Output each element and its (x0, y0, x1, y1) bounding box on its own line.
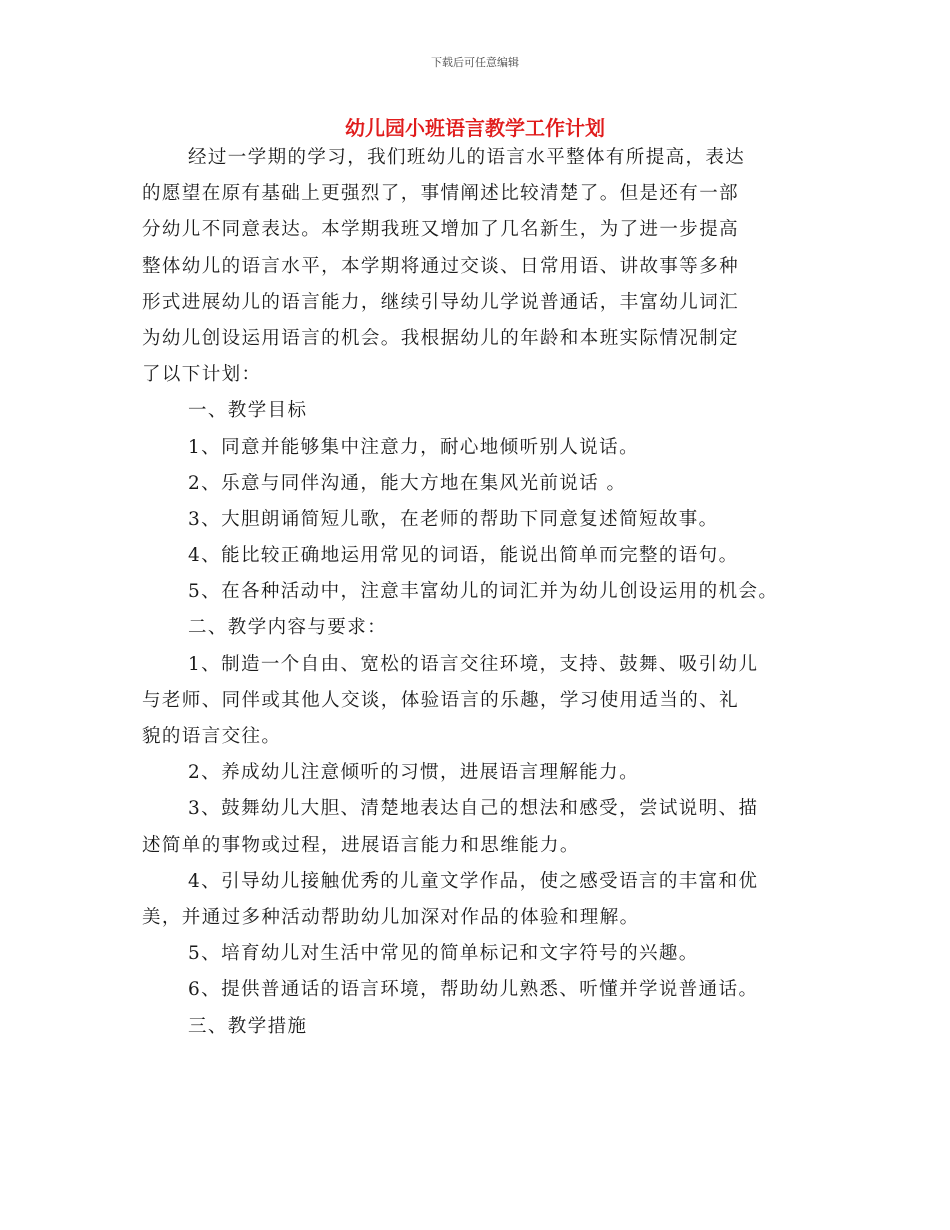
document-body (142, 140, 822, 1045)
text-line: 三、教学措施 (188, 1015, 308, 1037)
text-line: 2、养成幼儿注意倾听的习惯，进展语言理解能力。 (188, 762, 639, 784)
text-line: 1、同意并能够集中注意力，耐心地倾听别人说话。 (188, 436, 639, 458)
text-line: 3、鼓舞幼儿大胆、清楚地表达自己的想法和感受，尝试说明、描 (188, 798, 759, 820)
text-line: 貌的语言交往。 (142, 726, 282, 747)
text-line: 3、大胆朗诵简短儿歌，在老师的帮助下同意复述简短故事。 (188, 508, 719, 530)
text-line: 经过一学期的学习，我们班幼儿的语言水平整体有所提高，表达 (188, 147, 746, 168)
page-header-note: 下载后可任意编辑 (431, 56, 519, 69)
text-line: 2、乐意与同伴沟通，能大方地在集风光前说话 。 (188, 472, 627, 494)
text-line: 二、教学内容与要求： (188, 617, 388, 639)
text-line: 与老师、同伴或其他人交谈，体验语言的乐趣，学习使用适当的、礼 (142, 689, 740, 711)
text-line: 为幼儿创设运用语言的机会。我根据幼儿的年龄和本班实际情况制定 (142, 327, 740, 349)
text-line: 6、提供普通话的语言环境，帮助幼儿熟悉、听懂并学说普通话。 (188, 979, 759, 1001)
text-line: 分幼儿不同意表达。本学期我班又增加了几名新生，为了进一步提高 (142, 219, 740, 241)
text-line: 4、能比较正确地运用常见的词语，能说出简单而完整的语句。 (188, 545, 739, 567)
text-line: 了以下计划： (142, 364, 262, 386)
text-line: 一、教学目标 (188, 400, 308, 422)
text-line: 5、培育幼儿对生活中常见的简单标记和文字符号的兴趣。 (188, 943, 699, 965)
text-line: 5、在各种活动中，注意丰富幼儿的词汇并为幼儿创设运用的机会。 (188, 581, 779, 603)
text-line: 4、引导幼儿接触优秀的儿童文学作品，使之感受语言的丰富和优 (188, 870, 759, 892)
text-line: 形式进展幼儿的语言能力，继续引导幼儿学说普通话，丰富幼儿词汇 (142, 291, 740, 313)
text-line: 述简单的事物或过程，进展语言能力和思维能力。 (142, 834, 580, 856)
text-line: 1、制造一个自由、宽松的语言交往环境，支持、鼓舞、吸引幼儿 (188, 653, 759, 675)
document-title: 幼儿园小班语言教学工作计划 (345, 116, 605, 140)
text-line: 整体幼儿的语言水平，本学期将通过交谈、日常用语、讲故事等多种 (142, 255, 740, 277)
text-line: 的愿望在原有基础上更强烈了，事情阐述比较清楚了。但是还有一部 (142, 183, 740, 205)
text-line: 美，并通过多种活动帮助幼儿加深对作品的体验和理解。 (142, 906, 640, 928)
